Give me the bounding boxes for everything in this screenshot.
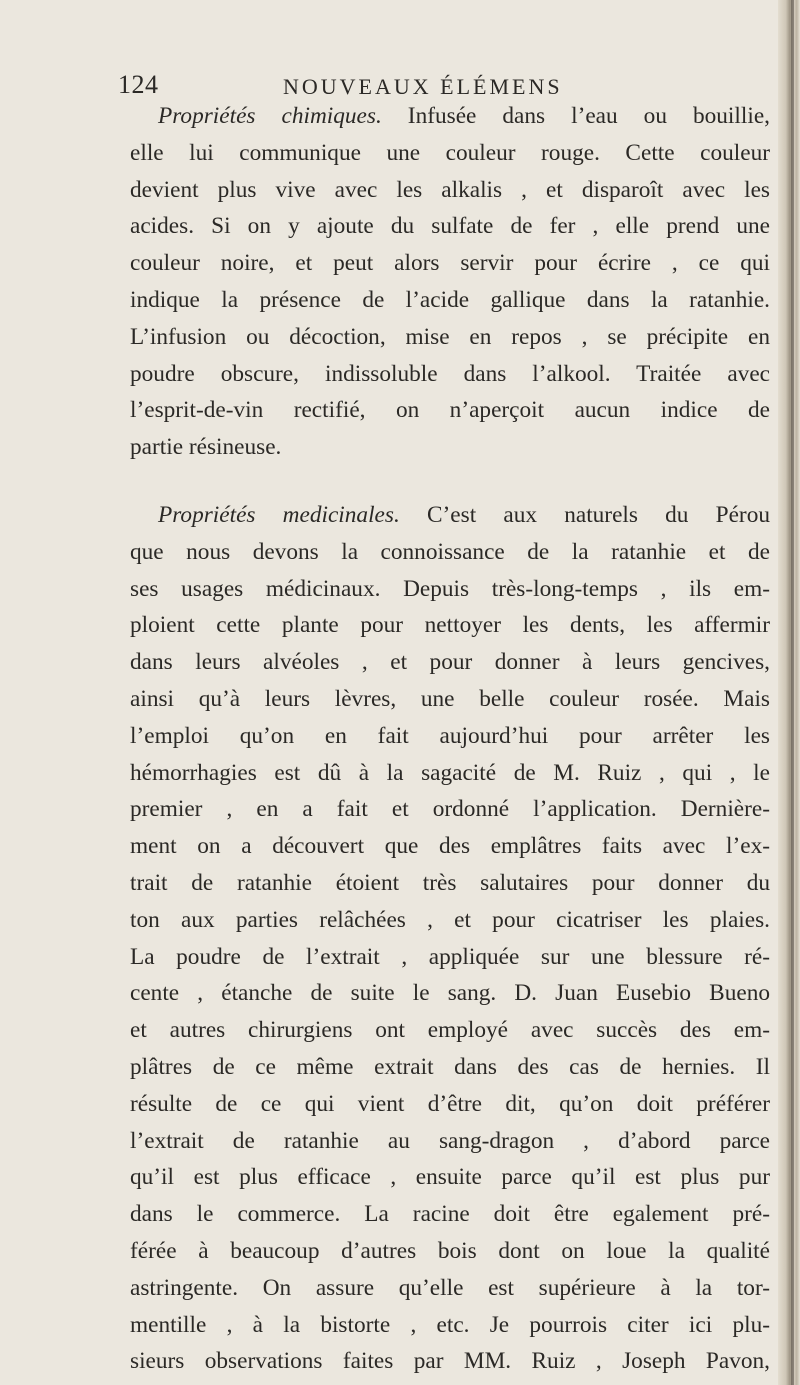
text-line: mentille , à la bistorte , etc. Je pourrois citer ici plu- [130,1311,770,1338]
text-line: ses usages médicinaux. Depuis très-long-temps , ils em- [130,575,770,602]
text-line: L’infusion ou décoction, mise en repos , se précipite en [130,323,770,350]
text-line: hémorrhagies est dû à la sagacité de M. Ruiz , qui , le [130,759,770,786]
text-line: sieurs observations faites par MM. Ruiz , Joseph Pavon, [130,1348,770,1375]
text-line: poudre obscure, indissoluble dans l’alkool. Traitée avec [130,360,770,387]
text-line: La poudre de l’extrait , appliquée sur une blessure ré- [130,943,770,970]
text-line: dans leurs alvéoles , et pour donner à leurs gencives, [130,649,770,676]
binding-edge [791,0,794,1385]
text-line: indique la présence de l’acide gallique dans la ratanhie. [130,286,770,313]
text-line: ainsi qu’à leurs lèvres, une belle couleur rosée. Mais [130,685,770,712]
text-line: qu’il est plus efficace , ensuite parce qu’il est plus pur [130,1164,770,1191]
text-line: devient plus vive avec les alkalis , et disparoît avec les [130,176,770,203]
text-line: férée à beaucoup d’autres bois dont on loue la qualité [130,1237,770,1264]
text-line: astringente. On assure qu’elle est supérieure à la tor- [130,1274,770,1301]
paragraph-1-heading: Propriétés chimiques. [158,103,382,129]
text-line: ton aux parties relâchées , et pour cicatriser les plaies. [130,906,770,933]
paragraph-1-first-line [130,98,770,135]
paragraph-2-heading: Propriétés medicinales. [158,501,400,528]
text-line: et autres chirurgiens ont employé avec succès des em- [130,1017,770,1044]
body-text [130,98,770,1380]
text-line: dans le commerce. La racine doit être egalement pré- [130,1201,770,1228]
text-line: résulte de ce qui vient d’être dit, qu’on doit préférer [130,1090,770,1117]
running-title: NOUVEAUX ÉLÉMENS [283,74,563,99]
text-line: l’esprit-de-vin rectifié, on n’aperçoit aucun indice de [130,397,770,424]
text-line: elle lui communique une couleur rouge. Cette couleur [130,139,770,166]
text-line: plâtres de ce même extrait dans des cas de hernies. Il [130,1053,770,1080]
text-line: acides. Si on y ajoute du sulfate de fer , elle prend une [130,213,770,240]
text-line: trait de ratanhie étoient très salutaires pour donner du [130,869,770,896]
text-line: ploient cette plante pour nettoyer les dents, les affermir [130,612,770,639]
text-line: couleur noire, et peut alors servir pour écrire , ce qui [130,250,770,277]
book-gutter-shadow [778,0,800,1385]
text-line: l’emploi qu’on en fait aujourd’hui pour arrêter les [130,722,770,749]
text-line: C’est aux naturels du Pérou [399,501,770,528]
paragraph-2-first-line [130,497,770,534]
text-line: l’extrait de ratanhie au sang-dragon , d’abord parce [130,1127,770,1154]
text-line: premier , en a fait et ordonné l’application. Dernière- [130,796,770,823]
text-line: Infusée dans l’eau ou bouillie, [381,103,770,129]
text-line: que nous devons la connoissance de la ratanhie et de [130,538,770,565]
text-line: ment on a découvert que des emplâtres faits avec l’ex- [130,833,770,860]
text-line: partie résineuse. [130,434,282,461]
page-number: 124 [118,70,159,99]
paragraph-gap [130,466,770,497]
text-line: cente , étanche de suite le sang. D. Juan Eusebio Bueno [130,980,770,1007]
